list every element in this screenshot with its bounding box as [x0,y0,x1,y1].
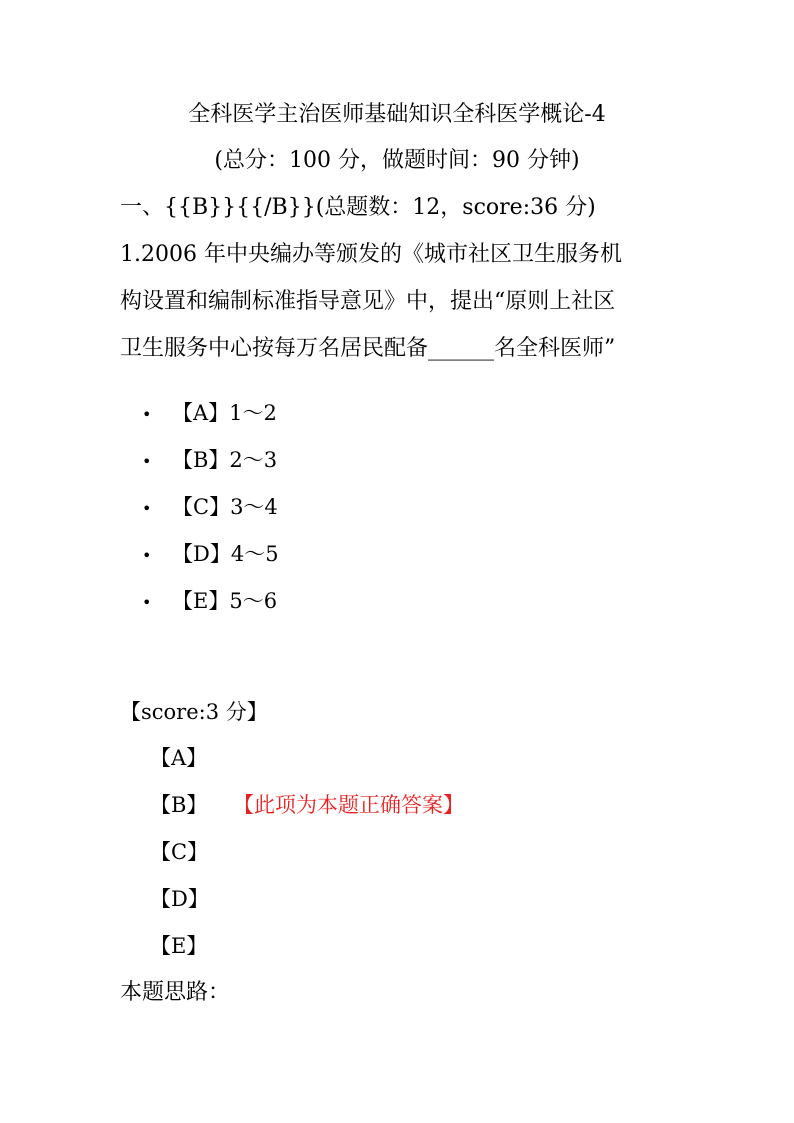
bullet-icon: • [142,592,152,612]
question-text-line-2: 构设置和编制标准指导意见》中，提出“原则上社区 [120,289,616,314]
bullet-icon: • [142,404,152,424]
option-a [142,398,277,430]
option-label: 【D】4～5 [172,542,279,566]
analysis-label: 本题思路： [120,980,231,1005]
option-c [142,492,278,524]
answer-choice-d: 【D】 [150,887,209,911]
answer-choice-c: 【C】 [150,840,209,864]
document-title: 全科医学主治医师基础知识全科医学概论-4 [188,102,606,127]
document-subtitle: (总分：100 分，做题时间：90 分钟) [214,148,580,173]
option-label: 【B】2～3 [172,448,278,472]
option-label: 【C】3～4 [172,495,278,519]
answer-choice-e: 【E】 [150,934,208,958]
answer-choice-b: 【B】 [150,793,208,817]
correct-answer-marker: 【此项为本题正确答案】 [233,793,464,817]
section-heading: 一、{{B}}{{/B}}(总题数：12，score:36 分) [120,195,596,220]
bullet-icon: • [142,498,152,518]
option-b [142,445,277,477]
bullet-icon: • [142,451,152,471]
option-label: 【A】1～2 [172,401,277,425]
score-label: 【score:3 分】 [120,700,268,724]
option-e [142,586,277,618]
answer-choice-a: 【A】 [150,746,208,770]
question-text-line-3: 卫生服务中心按每万名居民配备______名全科医师” [120,336,616,361]
bullet-icon: • [142,545,152,565]
option-d [142,539,279,571]
option-label: 【E】5～6 [172,589,278,613]
question-text-line-1: 1.2006 年中央编办等颁发的《城市社区卫生服务机 [120,242,622,267]
